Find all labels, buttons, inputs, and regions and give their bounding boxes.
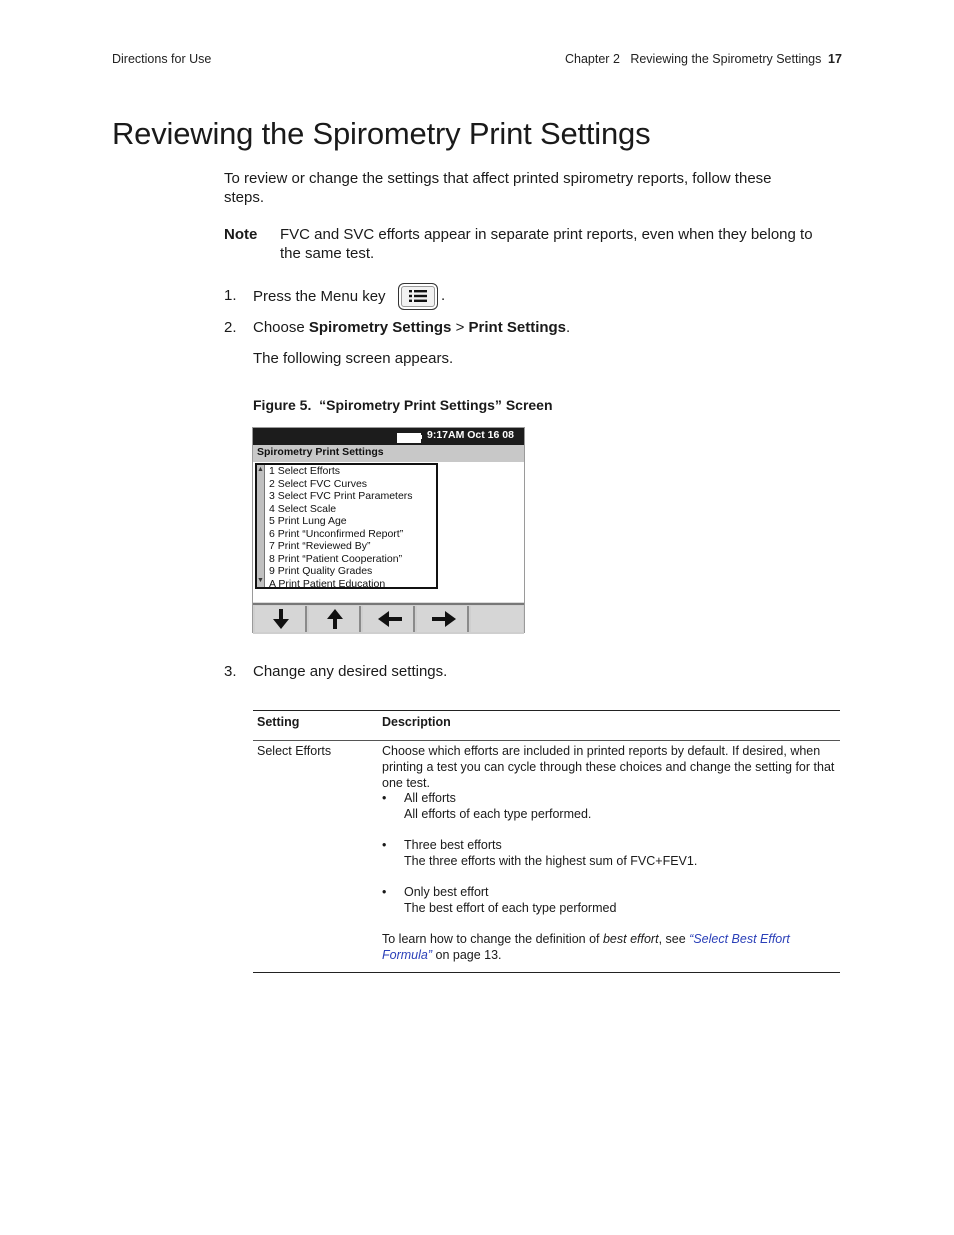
cross-reference-link[interactable]: “Select Best Effort Formula”	[382, 932, 790, 962]
column-header-setting: Setting	[257, 715, 300, 729]
bullet-icon: •	[382, 838, 387, 852]
menu-item[interactable]: A Print Patient Education	[269, 577, 386, 590]
running-header-chapter: Chapter 2 Reviewing the Spirometry Settings	[565, 52, 822, 66]
menu-key-icon	[398, 283, 438, 310]
battery-icon	[397, 433, 421, 443]
footer-pre: To learn how to change the definition of	[382, 932, 603, 946]
setting-cell: Select Efforts	[257, 744, 332, 758]
menu-item[interactable]: 7 Print “Reviewed By”	[269, 540, 371, 552]
step-2-separator: >	[451, 319, 469, 336]
menu-scrollbar[interactable]	[257, 465, 265, 587]
bullet-icon: •	[382, 885, 387, 899]
step-2-suffix: .	[566, 319, 571, 336]
page-title: Reviewing the Spirometry Print Settings	[112, 116, 651, 151]
note-label: Note	[224, 226, 258, 243]
cross-reference-note	[382, 931, 837, 963]
screen-title-bar	[253, 445, 524, 463]
page-number: 17	[828, 52, 842, 66]
intro-paragraph: To review or change the settings that affect printed spirometry reports, follow these steps.	[224, 170, 772, 206]
softkey-down[interactable]	[255, 606, 307, 632]
table-top-rule	[253, 710, 840, 711]
option-title: All efforts	[404, 791, 456, 805]
step-2-prefix: Choose	[253, 319, 309, 336]
option-detail: The three efforts with the highest sum of FVC+FEV1.	[404, 854, 698, 868]
settings-menu	[255, 463, 438, 589]
footer-italic-term: best effort	[602, 932, 659, 946]
step-2-menu-spirometry-settings: Spirometry Settings	[308, 319, 452, 336]
screen-title: Spirometry Print Settings	[257, 446, 384, 458]
arrow-left-icon	[377, 608, 403, 630]
settings-menu-list	[269, 465, 413, 590]
scroll-up-arrow-icon[interactable]: ▲	[257, 466, 264, 473]
softkey-left[interactable]	[363, 606, 415, 632]
softkey-up[interactable]	[309, 606, 361, 632]
menu-item[interactable]: 3 Select FVC Print Parameters	[269, 490, 413, 502]
clock-readout: 9:17AM Oct 16 08	[427, 429, 514, 441]
menu-item[interactable]: 6 Print “Unconfirmed Report”	[269, 527, 404, 540]
step-3-number: 3.	[224, 663, 237, 680]
option-title: Three best efforts	[404, 838, 502, 852]
device-screen-figure	[252, 427, 525, 633]
option-title: Only best effort	[404, 885, 489, 899]
scroll-down-arrow-icon[interactable]: ▼	[257, 577, 264, 584]
arrow-up-icon	[323, 608, 347, 630]
figure-caption: Figure 5. “Spirometry Print Settings” Screen	[253, 397, 553, 413]
table-bottom-rule	[253, 972, 840, 973]
menu-item[interactable]: 5 Print Lung Age	[269, 515, 347, 527]
step-1-text: Press the Menu key	[253, 288, 386, 305]
arrow-right-icon	[431, 608, 457, 630]
footer-post: on page 13.	[432, 948, 502, 962]
description-cell: Choose which efforts are included in printed reports by default. If desired, when printing a test you can cycle through these choices and change the setting for that one test.	[382, 744, 835, 790]
running-header-left: Directions for Use	[112, 52, 212, 66]
option-detail: All efforts of each type performed.	[404, 807, 592, 821]
menu-item[interactable]: 1 Select Efforts	[269, 465, 341, 477]
status-bar	[253, 428, 524, 445]
column-header-description: Description	[382, 715, 451, 729]
step-2-number: 2.	[224, 319, 237, 336]
bullet-icon: •	[382, 791, 387, 805]
step-1-number: 1.	[224, 287, 237, 304]
menu-item[interactable]: 2 Select FVC Curves	[269, 477, 368, 490]
table-header-rule	[253, 740, 840, 741]
step-2-menu-print-settings: Print Settings	[468, 319, 567, 336]
battery-tip	[420, 435, 422, 439]
step-2-text	[253, 319, 570, 336]
menu-item[interactable]: 4 Select Scale	[269, 502, 337, 515]
softkey-blank[interactable]	[471, 606, 523, 632]
menu-item[interactable]: 9 Print Quality Grades	[269, 565, 373, 577]
footer-mid: , see	[658, 932, 690, 946]
step-3-text: Change any desired settings.	[253, 663, 448, 680]
option-detail: The best effort of each type performed	[404, 901, 617, 915]
menu-item[interactable]: 8 Print “Patient Cooperation”	[269, 552, 403, 565]
following-screen-text: The following screen appears.	[253, 350, 454, 367]
arrow-down-icon	[269, 608, 293, 630]
softkey-bar	[253, 603, 524, 634]
softkey-right[interactable]	[417, 606, 469, 632]
note-text: FVC and SVC efforts appear in separate print reports, even when they belong to the same test.	[280, 226, 813, 262]
step-1-period: .	[441, 287, 446, 304]
